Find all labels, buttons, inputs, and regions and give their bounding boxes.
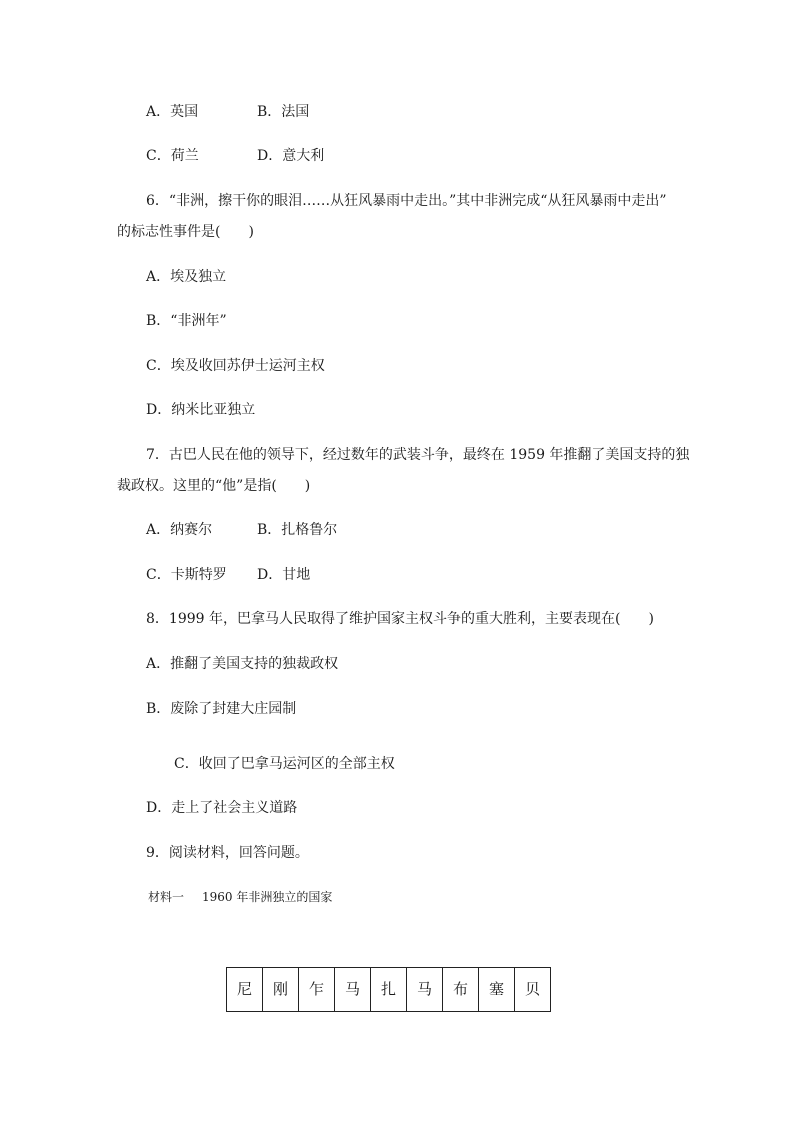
q5-option-d: D．意大利 <box>257 148 325 164</box>
q5-option-a: A．英国 <box>146 104 199 120</box>
q8-stem: 8．1999 年，巴拿马人民取得了维护国家主权斗争的重大胜利，主要表现在( ) <box>146 611 654 627</box>
q7-stem-line-1: 7．古巴人民在他的领导下，经过数年的武装斗争，最终在 1959 年推翻了美国支持的独 <box>146 447 690 463</box>
material-label: 材料一 <box>148 890 185 904</box>
q8-option-d: D．走上了社会主义道路 <box>146 800 298 816</box>
q5-option-row-2 <box>146 146 325 166</box>
q6-option-a: A．埃及独立 <box>146 269 227 285</box>
table-cell: 塞 <box>479 968 515 1012</box>
q7-option-d: D．甘地 <box>257 567 311 583</box>
table-cell: 乍 <box>299 968 335 1012</box>
table-cell: 布 <box>443 968 479 1012</box>
table-row <box>227 968 551 1012</box>
q6-stem-line-1: 6．“非洲，擦干你的眼泪……从狂风暴雨中走出。”其中非洲完成“从狂风暴雨中走出” <box>146 193 667 209</box>
q6-stem-line-2: 的标志性事件是( ) <box>117 224 254 240</box>
q8-option-a: A．推翻了美国支持的独裁政权 <box>146 656 339 672</box>
material-caption <box>148 888 332 906</box>
q8-option-c: C．收回了巴拿马运河区的全部主权 <box>174 756 395 772</box>
table-cell: 马 <box>335 968 371 1012</box>
q9-stem: 9．阅读材料，回答问题。 <box>146 845 309 861</box>
q6-option-c: C．埃及收回苏伊士运河主权 <box>146 358 325 374</box>
q5-option-c: C．荷兰 <box>146 148 199 164</box>
q7-option-row-2 <box>146 565 311 585</box>
table-cell: 贝 <box>515 968 551 1012</box>
q5-option-row-1 <box>146 102 310 122</box>
q6-option-d: D．纳米比亚独立 <box>146 402 256 418</box>
q7-option-c: C．卡斯特罗 <box>146 567 227 583</box>
material-title: 1960 年非洲独立的国家 <box>202 890 333 904</box>
q7-option-b: B．扎格鲁尔 <box>257 522 338 538</box>
countries-table <box>226 967 551 1012</box>
q8-option-b: B．废除了封建大庄园制 <box>146 701 297 717</box>
q7-stem-line-2: 裁政权。这里的“他”是指( ) <box>117 478 311 494</box>
table-cell: 尼 <box>227 968 263 1012</box>
table-cell: 马 <box>407 968 443 1012</box>
table-cell: 刚 <box>263 968 299 1012</box>
q7-option-row-1 <box>146 520 338 540</box>
q5-option-b: B．法国 <box>257 104 310 120</box>
q7-option-a: A．纳赛尔 <box>146 522 213 538</box>
table-cell: 扎 <box>371 968 407 1012</box>
q6-option-b: B．“非洲年” <box>146 313 227 329</box>
